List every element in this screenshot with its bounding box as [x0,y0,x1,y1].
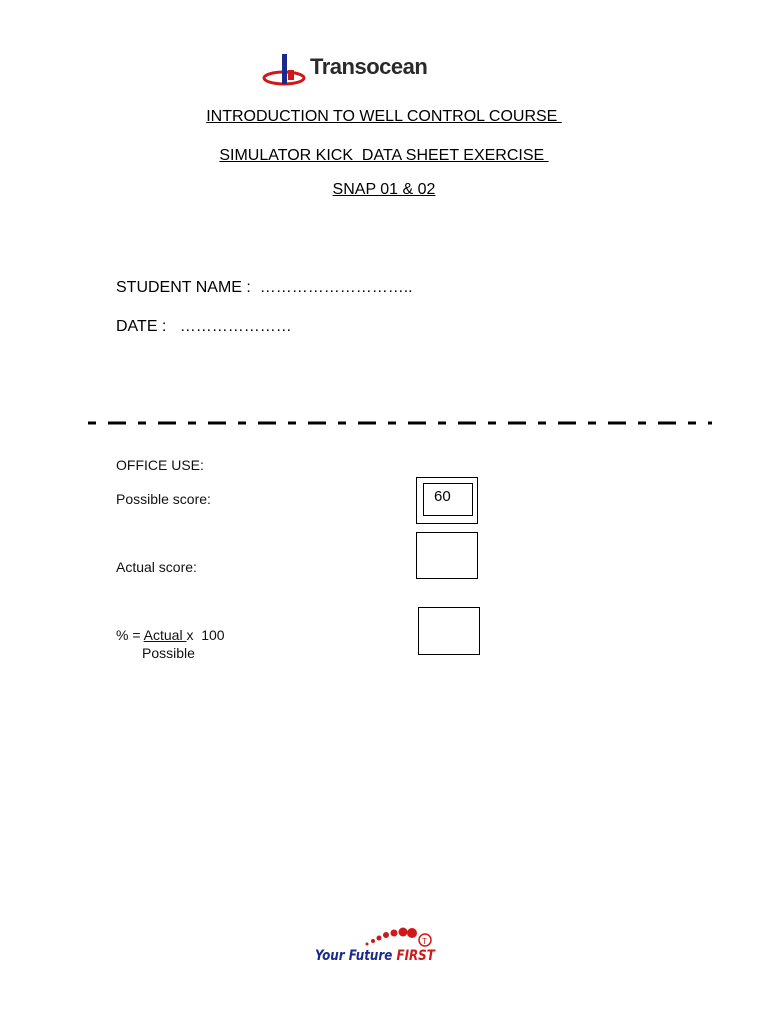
footer-slogan-part1: Your Future [315,948,397,964]
possible-score-value: 60 [423,483,473,516]
logo-wordmark: Transocean [310,54,428,79]
actual-score-box [416,532,478,579]
course-title: INTRODUCTION TO WELL CONTROL COURSE [206,108,562,125]
actual-score-label: Actual score: [116,559,197,575]
dots-arc-icon [312,922,462,948]
possible-score-box [416,477,478,524]
cut-line-divider [86,416,716,430]
percent-actual: Actual [143,627,187,643]
date-field: DATE : ………………… [116,318,292,335]
footer-slogan-first: FIRST [396,948,435,964]
percent-formula [116,627,225,643]
your-future-first-logo [312,922,462,967]
percent-multiplier: x 100 [186,627,225,643]
office-use-label: OFFICE USE: [116,457,204,473]
exercise-title: SIMULATOR KICK DATA SHEET EXERCISE [219,147,549,164]
percent-prefix: % = [116,627,144,643]
possible-score-label: Possible score: [116,491,211,507]
percent-denominator: Possible [142,645,195,661]
transocean-logo [262,50,442,90]
svg-text:T: T [422,937,427,946]
snap-title: SNAP 01 & 02 [332,181,436,198]
percent-box [418,607,480,655]
footer-slogan [315,948,435,964]
student-name-field: STUDENT NAME : ……………………….. [116,279,413,296]
